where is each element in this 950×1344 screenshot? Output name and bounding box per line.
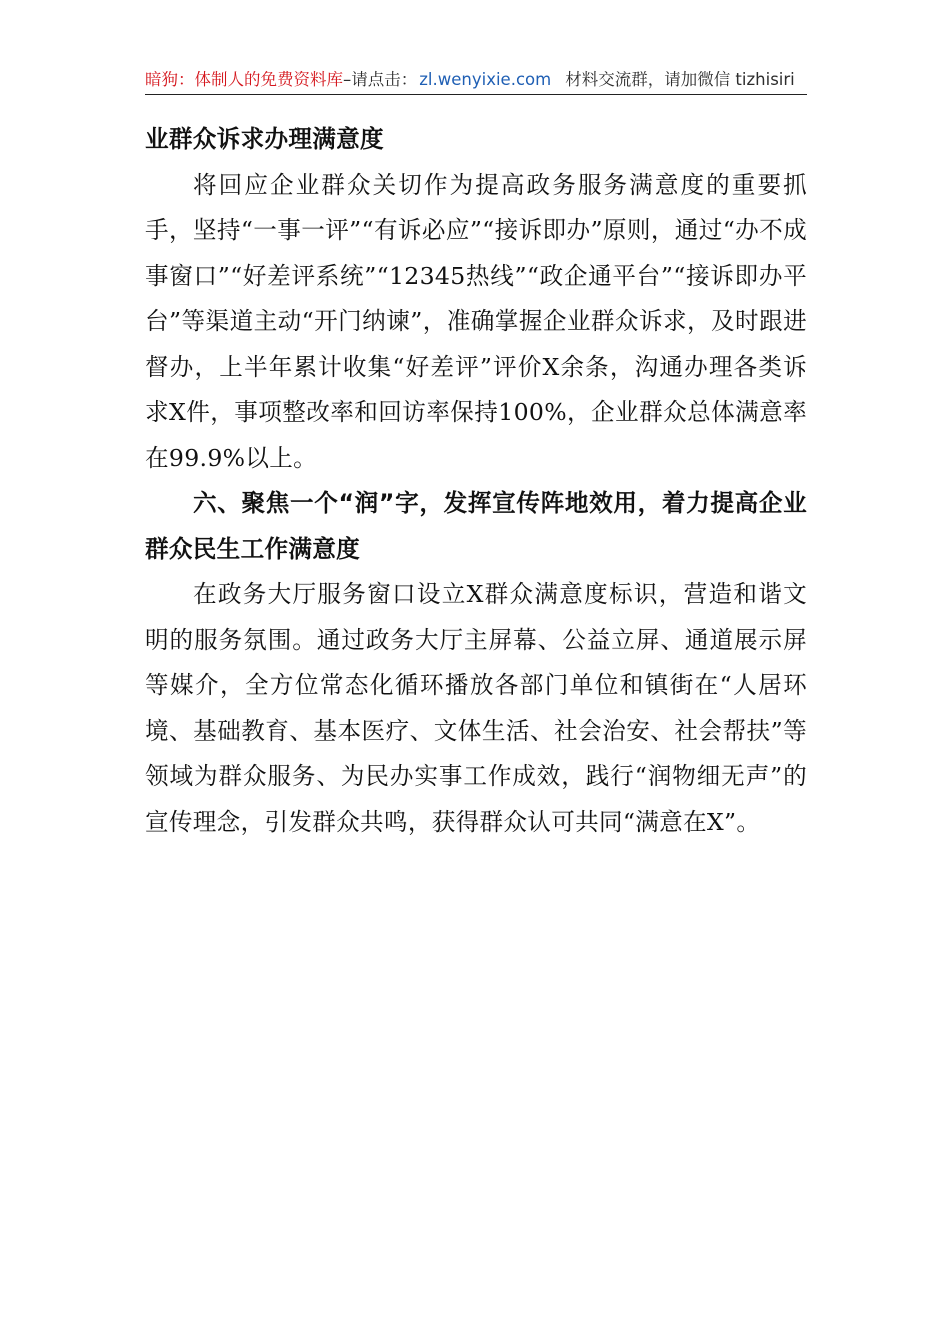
header-link[interactable]: zl.wenyixie.com <box>419 70 552 89</box>
body-paragraph-2: 在政务大厅服务窗口设立X群众满意度标识，营造和谐文明的服务氛围。通过政务大厅主屏幕、公益立屏、通道展示屏等媒介，全方位常态化循环播放各部门单位和镇街在“人居环境、基础教育、基本医疗、文体生活、社会治安、社会帮扶”等领域为群众服务、为民办实事工作成效，践行“润物细无声”的宣传理念，引发群众共鸣，获得群众认可共同“满意在X”。 <box>145 580 807 836</box>
section-heading-continued: 业群众诉求办理满意度 <box>145 125 384 153</box>
header-brand: 暗狗：体制人的免费资料库 <box>145 70 343 89</box>
document-body <box>145 117 807 845</box>
header-prompt: –请点击： <box>343 70 418 89</box>
body-paragraph-1: 将回应企业群众关切作为提高政务服务满意度的重要抓手，坚持“一事一评”“有诉必应”“接诉即办”原则，通过“办不成事窗口”“好差评系统”“12345热线”“政企通平台”“接诉即办平台”等渠道主动“开门纳谏”，准确掌握企业群众诉求，及时跟进督办，上半年累计收集“好差评”评价X余条，沟通办理各类诉求X件，事项整改率和回访率保持100%，企业群众总体满意率在99.9%以上。 <box>145 170 807 472</box>
header-contact: 材料交流群，请加微信 tizhisiri <box>565 70 795 89</box>
page-header <box>145 66 807 95</box>
section-heading-6: 六、聚焦一个“润”字，发挥宣传阵地效用，着力提高企业群众民生工作满意度 <box>145 489 807 563</box>
